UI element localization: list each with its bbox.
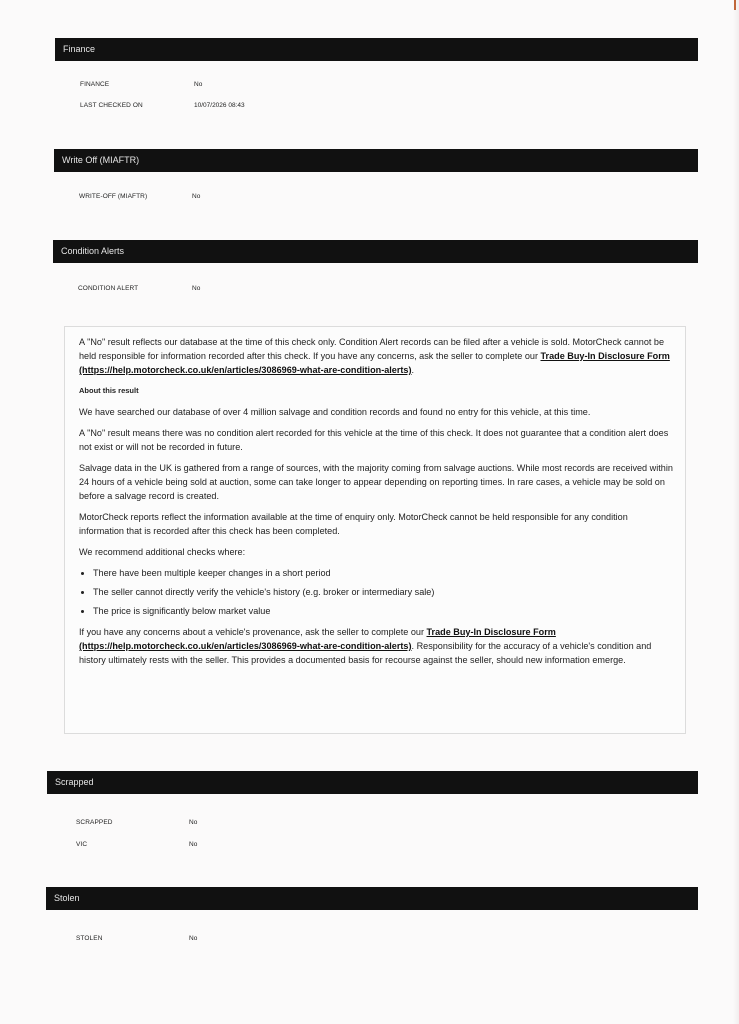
paragraph-reports: MotorCheck reports reflect the information available at the time of enquiry only. MotorCheck cannot be held responsible for any condition information that is recorded after this check has been completed. xyxy=(79,512,628,536)
condition-alert-value: No xyxy=(192,285,201,292)
scrapped-value: No xyxy=(189,819,198,826)
last-checked-label: LAST CHECKED ON xyxy=(80,102,143,109)
last-checked-value: 10/07/2026 08:43 xyxy=(194,102,245,109)
finance-value: No xyxy=(194,81,203,88)
intro-end: . xyxy=(411,365,415,375)
condition-alerts-section-header: Condition Alerts xyxy=(53,240,698,263)
closing-text: If you have any concerns about a vehicle's provenance, ask the seller to complete our xyxy=(79,627,427,637)
paragraph-salvage-data: Salvage data in the UK is gathered from a range of sources, with the majority coming from salvage auctions. While most records are received within 24 hours of a vehicle being sold at auction, some can take longer to appear depending on reporting times. In rare cases, a vehicle may be sold on before a salvage record is created. xyxy=(79,463,673,501)
list-item: • The price is significantly below market value xyxy=(93,604,675,618)
stolen-section-header: Stolen xyxy=(46,887,698,910)
closing-end: . Responsibility for the accuracy of a vehicle's condition and history ultimately rests with the seller. This provides a documented basis for recourse against the seller, should new information emerge. xyxy=(79,641,652,665)
paragraph-no-result: A "No" result means there was no condition alert recorded for this vehicle at the time of this check. It does not guarantee that a condition alert does not exist or will not be recorded in future. xyxy=(79,428,669,452)
intro-paragraph xyxy=(79,335,675,377)
list-item: • The seller cannot directly verify the vehicle's history (e.g. broker or intermediary sale) xyxy=(93,585,675,599)
trade-buy-in-link-2[interactable]: Trade Buy-In Disclosure Form (https://help.motorcheck.co.uk/en/articles/3086969-what-are-condition-alerts) xyxy=(79,627,556,651)
recommend-list xyxy=(79,566,675,618)
write-off-section-header: Write Off (MIAFTR) xyxy=(54,149,698,172)
intro-text: A "No" result reflects our database at the time of this check only. Condition Alert records can be filed after a vehicle is sold. MotorCheck cannot be held responsible for information recorded after this check. If you have any concerns, ask the seller to complete our xyxy=(79,337,665,361)
write-off-label: WRITE-OFF (MIAFTR) xyxy=(79,193,148,200)
scrapped-label: SCRAPPED xyxy=(76,819,113,826)
list-item: • There have been multiple keeper changes in a short period xyxy=(93,566,675,580)
about-heading: About this result xyxy=(79,386,139,395)
write-off-value: No xyxy=(192,193,201,200)
page-edge xyxy=(733,0,739,1024)
closing-paragraph xyxy=(79,625,675,667)
condition-alert-label: CONDITION ALERT xyxy=(78,285,139,292)
paragraph-recommend: We recommend additional checks where: xyxy=(79,547,246,557)
vic-label: VIC xyxy=(76,841,88,848)
stolen-value: No xyxy=(189,935,198,942)
stolen-label: STOLEN xyxy=(76,935,103,942)
paragraph-database: We have searched our database of over 4 million salvage and condition records and found no entry for this vehicle, at this time. xyxy=(79,407,591,417)
finance-section-header: Finance xyxy=(55,38,698,61)
trade-buy-in-link-1[interactable]: Trade Buy-In Disclosure Form (https://help.motorcheck.co.uk/en/articles/3086969-what-are-condition-alerts) xyxy=(79,351,670,375)
scrapped-section-header: Scrapped xyxy=(47,771,698,794)
condition-alert-info-box xyxy=(64,326,686,734)
finance-label: FINANCE xyxy=(80,81,110,88)
vic-value: No xyxy=(189,841,198,848)
corner-mark xyxy=(734,0,736,10)
